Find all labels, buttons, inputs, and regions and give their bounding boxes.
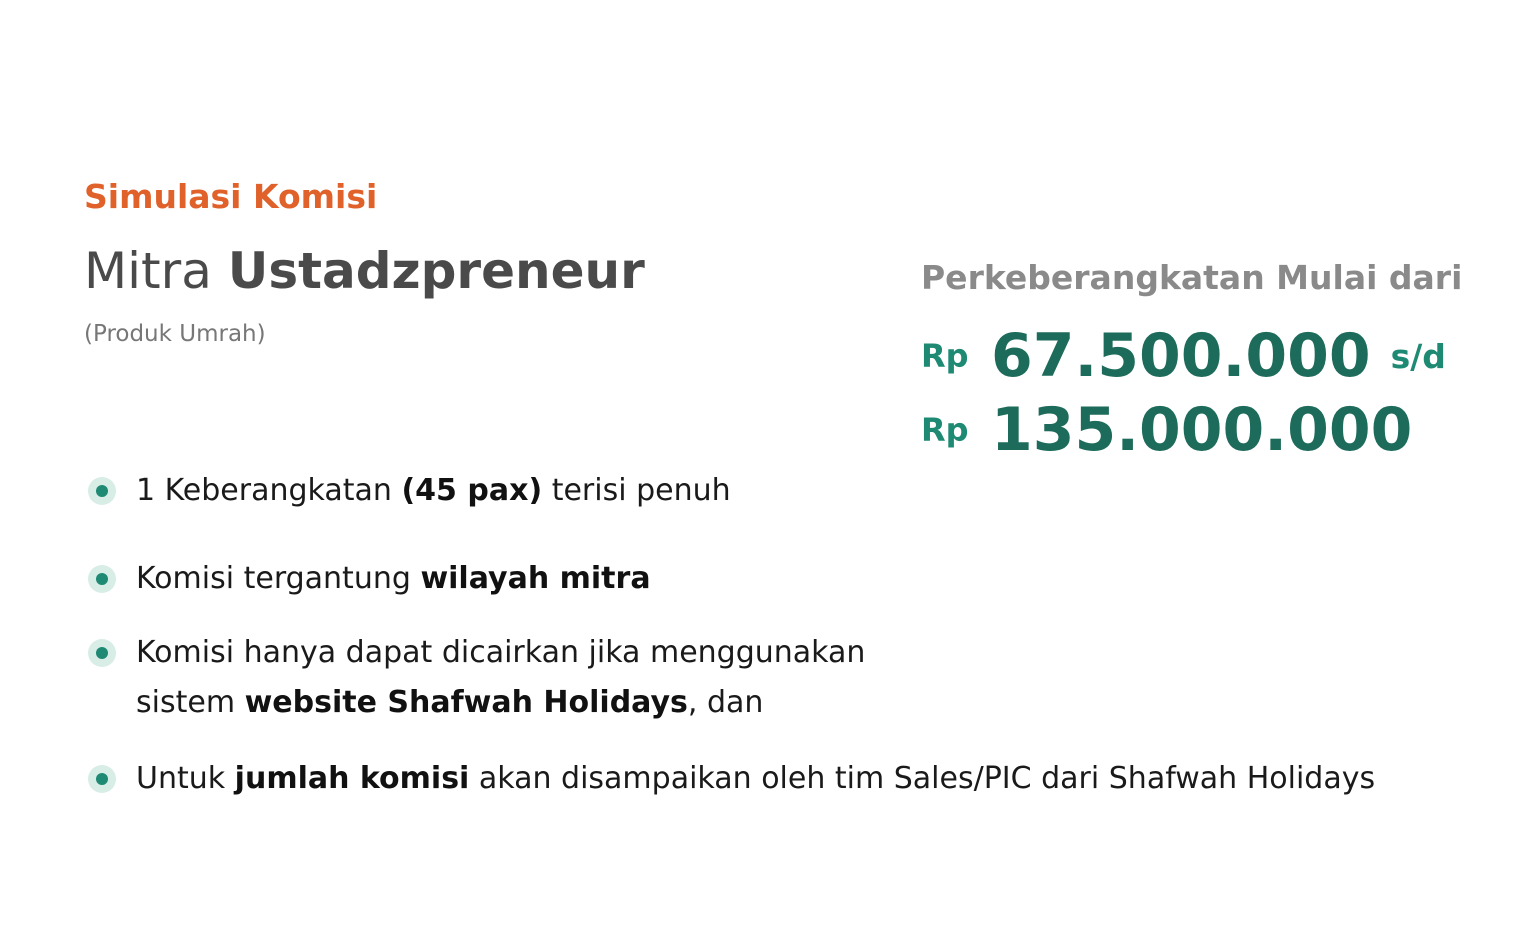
list-item [88,554,1488,604]
price-label: Perkeberangkatan Mulai dari [921,258,1463,297]
bullet-text-bold: website Shafwah Holidays [244,685,688,720]
bullet-text-pre: Komisi tergantung [136,561,421,596]
section-eyebrow: Simulasi Komisi [84,177,378,216]
title-bold: Ustadzpreneur [227,242,645,300]
list-item [88,466,1488,516]
benefit-list [88,466,1488,804]
title-light: Mitra [84,242,228,300]
bullet-text-pre: 1 Keberangkatan [136,473,402,508]
bullet-text-post: akan disampaikan oleh tim Sales/PIC dari Shafwah Holidays [469,761,1376,796]
bullet-text-post: , dan [687,685,764,720]
bullet-dot-icon [88,639,116,667]
list-item [88,754,1488,804]
list-item [88,628,1488,728]
price-min-amount: 67.500.000 [991,321,1371,391]
bullet-dot-icon [88,765,116,793]
bullet-dot-icon [88,477,116,505]
bullet-text-post: terisi penuh [542,473,731,508]
currency-label: Rp [921,337,969,375]
bullet-text-bold: wilayah mitra [420,561,651,596]
price-panel [921,258,1521,467]
price-max-line [921,393,1521,467]
bullet-text-line1: Komisi hanya dapat dicairkan jika menggunakan [136,635,866,670]
price-max-amount: 135.000.000 [991,395,1413,465]
currency-label: Rp [921,411,969,449]
page-title [84,242,645,300]
range-separator: s/d [1390,336,1446,376]
bullet-text-bold: (45 pax) [401,473,543,508]
bullet-dot-icon [88,565,116,593]
product-subtitle: (Produk Umrah) [84,321,266,347]
bullet-text-pre: Untuk [136,761,235,796]
price-min-line [921,319,1521,393]
bullet-text-pre: sistem [136,685,245,720]
bullet-text-bold: jumlah komisi [234,761,470,796]
